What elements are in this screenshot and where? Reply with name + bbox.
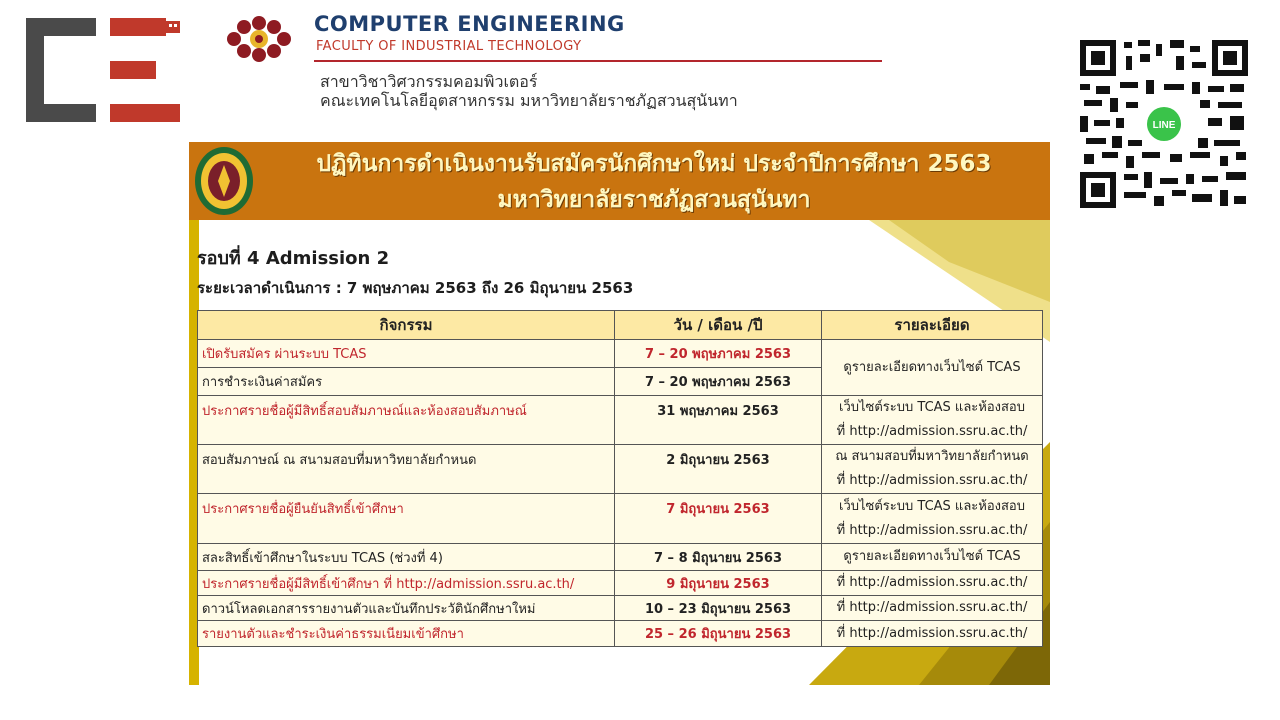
date-cell: 7 มิถุนายน 2563 — [615, 494, 822, 544]
detail-cell — [822, 494, 1043, 544]
date-cell: 7 – 8 มิถุนายน 2563 — [615, 544, 822, 571]
line-qr-code[interactable] — [1080, 40, 1248, 208]
activity-cell: ประกาศรายชื่อผู้มีสิทธิ์เข้าศึกษา ที่ http://admission.ssru.ac.th/ — [198, 571, 615, 596]
detail-cell — [822, 445, 1043, 494]
detail-cell — [822, 396, 1043, 445]
date-cell: 7 – 20 พฤษภาคม 2563 — [615, 340, 822, 368]
activity-cell: สละสิทธิ์เข้าศึกษาในระบบ TCAS (ช่วงที่ 4) — [198, 544, 615, 571]
activity-cell: ประกาศรายชื่อผู้มีสิทธิ์สอบสัมภาษณ์และห้องสอบสัมภาษณ์ — [198, 396, 615, 445]
date-cell: 9 มิถุนายน 2563 — [615, 571, 822, 596]
activity-cell: การชำระเงินค่าสมัคร — [198, 368, 615, 396]
detail-cell: ดูรายละเอียดทางเว็บไซต์ TCAS — [822, 340, 1043, 396]
activity-cell: ประกาศรายชื่อผู้ยืนยันสิทธิ์เข้าศึกษา — [198, 494, 615, 544]
faculty-name-thai: คณะเทคโนโลยีอุตสาหกรรม มหาวิทยาลัยราชภัฏสวนสุนันทา — [320, 91, 738, 110]
table-header-row — [198, 311, 1043, 340]
table-row — [198, 340, 1043, 368]
date-cell: 10 – 23 มิถุนายน 2563 — [615, 596, 822, 621]
header-divider — [314, 60, 882, 62]
table-row — [198, 544, 1043, 571]
column-header-detail: รายละเอียด — [822, 311, 1043, 340]
column-header-date: วัน / เดือน /ปี — [615, 311, 822, 340]
detail-link[interactable]: ที่ http://admission.ssru.ac.th/ — [822, 571, 1043, 596]
round-heading: รอบที่ 4 Admission 2 — [197, 248, 390, 269]
detail-line: ณ สนามสอบที่มหาวิทยาลัยกำหนด — [835, 449, 1029, 464]
period-text: ระยะเวลาดำเนินการ : 7 พฤษภาคม 2563 ถึง 26 มิถุนายน 2563 — [197, 279, 634, 297]
date-cell: 31 พฤษภาคม 2563 — [615, 396, 822, 445]
date-cell: 7 – 20 พฤษภาคม 2563 — [615, 368, 822, 396]
ce-logo — [26, 18, 182, 122]
poster-banner — [189, 142, 1050, 220]
detail-link[interactable]: ที่ http://admission.ssru.ac.th/ — [822, 596, 1043, 621]
detail-link[interactable]: ที่ http://admission.ssru.ac.th/ — [836, 473, 1028, 488]
faculty-subtitle: FACULTY OF INDUSTRIAL TECHNOLOGY — [316, 39, 582, 54]
department-name-thai: สาขาวิชาวิศวกรรมคอมพิวเตอร์ — [320, 72, 538, 91]
faculty-emblem-icon — [222, 15, 296, 63]
detail-line: เว็บไซต์ระบบ TCAS และห้องสอบ — [839, 400, 1025, 415]
detail-link[interactable]: ที่ http://admission.ssru.ac.th/ — [836, 424, 1028, 439]
admission-schedule-poster — [189, 142, 1050, 685]
table-row — [198, 396, 1043, 445]
detail-link[interactable]: ที่ http://admission.ssru.ac.th/ — [822, 621, 1043, 647]
date-cell: 25 – 26 มิถุนายน 2563 — [615, 621, 822, 647]
table-row — [198, 596, 1043, 621]
detail-link[interactable]: ที่ http://admission.ssru.ac.th/ — [836, 522, 1028, 538]
poster-title: ปฏิทินการดำเนินงานรับสมัครนักศึกษาใหม่ ประจำปีการศึกษา 2563 — [316, 151, 992, 177]
table-row — [198, 494, 1043, 544]
activity-cell: รายงานตัวและชำระเงินค่าธรรมเนียมเข้าศึกษา — [198, 621, 615, 647]
activity-cell: ดาวน์โหลดเอกสารรายงานตัวและบันทึกประวัตินักศึกษาใหม่ — [198, 596, 615, 621]
schedule-table — [197, 310, 1043, 647]
department-title: COMPUTER ENGINEERING — [314, 12, 625, 36]
table-row — [198, 621, 1043, 647]
detail-cell: ดูรายละเอียดทางเว็บไซต์ TCAS — [822, 544, 1043, 571]
activity-cell: เปิดรับสมัคร ผ่านระบบ TCAS — [198, 340, 615, 368]
date-cell: 2 มิถุนายน 2563 — [615, 445, 822, 494]
line-badge: LINE — [1152, 120, 1176, 131]
column-header-activity: กิจกรรม — [198, 311, 615, 340]
detail-line: เว็บไซต์ระบบ TCAS และห้องสอบ — [839, 498, 1025, 514]
university-seal-icon — [193, 145, 255, 217]
table-row — [198, 571, 1043, 596]
poster-university: มหาวิทยาลัยราชภัฏสวนสุนันทา — [497, 187, 811, 213]
table-row — [198, 445, 1043, 494]
activity-cell: สอบสัมภาษณ์ ณ สนามสอบที่มหาวิทยาลัยกำหนด — [198, 445, 615, 494]
